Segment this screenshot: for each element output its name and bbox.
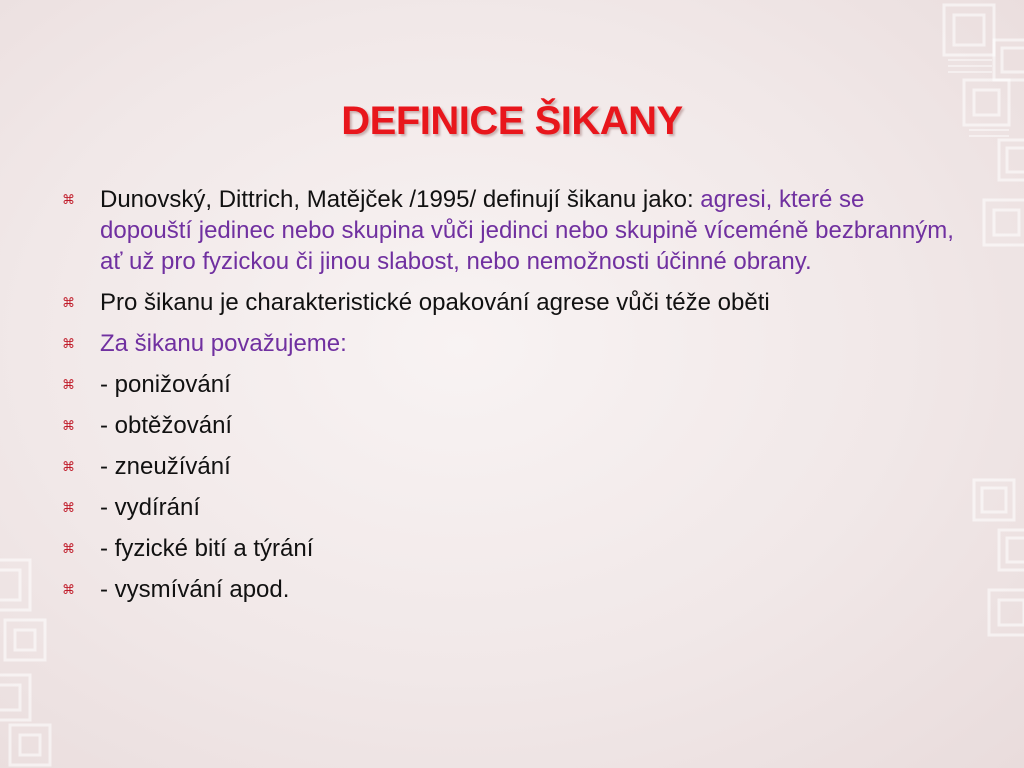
list-item xyxy=(62,492,962,523)
slide-title: DEFINICE ŠIKANY xyxy=(341,98,683,143)
item-plain-text: - fyzické bití a týrání xyxy=(100,535,314,562)
item-plain-text: - vysmívání apod. xyxy=(100,576,290,603)
item-text xyxy=(100,184,962,277)
item-text xyxy=(100,328,962,359)
list-item xyxy=(62,410,962,441)
item-highlight-text: Za šikanu považujeme: xyxy=(100,330,347,357)
bullet-icon: ⌘ xyxy=(62,541,75,556)
list-item xyxy=(62,451,962,482)
item-plain-text: - ponižování xyxy=(100,371,231,398)
item-text xyxy=(100,410,962,441)
bullet-icon: ⌘ xyxy=(62,500,75,515)
item-plain-text: - zneužívání xyxy=(100,453,231,480)
list-item xyxy=(62,184,962,277)
bullet-icon: ⌘ xyxy=(62,192,75,207)
item-highlight-text: agresi, které se dopouští jedinec nebo skupina vůči jedinci nebo skupině víceméně bezbranným, ať už pro fyzickou či jinou slabost, nebo nemožnosti účinné obrany. xyxy=(100,186,954,275)
list-item xyxy=(62,533,962,564)
bullet-icon: ⌘ xyxy=(62,418,75,433)
bullet-icon: ⌘ xyxy=(62,582,75,597)
bullet-icon: ⌘ xyxy=(62,295,75,310)
item-text xyxy=(100,533,962,564)
bullet-icon: ⌘ xyxy=(62,336,75,351)
item-text xyxy=(100,451,962,482)
list-item xyxy=(62,369,962,400)
item-text xyxy=(100,287,962,318)
item-plain-text: Pro šikanu je charakteristické opakování agrese vůči téže oběti xyxy=(100,289,770,316)
bullet-icon: ⌘ xyxy=(62,377,75,392)
item-plain-text: Dunovský, Dittrich, Matějček /1995/ definují šikanu jako: xyxy=(100,186,701,213)
item-plain-text: - obtěžování xyxy=(100,412,233,439)
item-plain-text: - vydírání xyxy=(100,494,201,521)
list-item xyxy=(62,328,962,359)
bullet-list xyxy=(62,184,962,615)
item-text xyxy=(100,574,962,605)
bullet-icon: ⌘ xyxy=(62,459,75,474)
list-item xyxy=(62,287,962,318)
item-text xyxy=(100,492,962,523)
list-item xyxy=(62,574,962,605)
item-text xyxy=(100,369,962,400)
